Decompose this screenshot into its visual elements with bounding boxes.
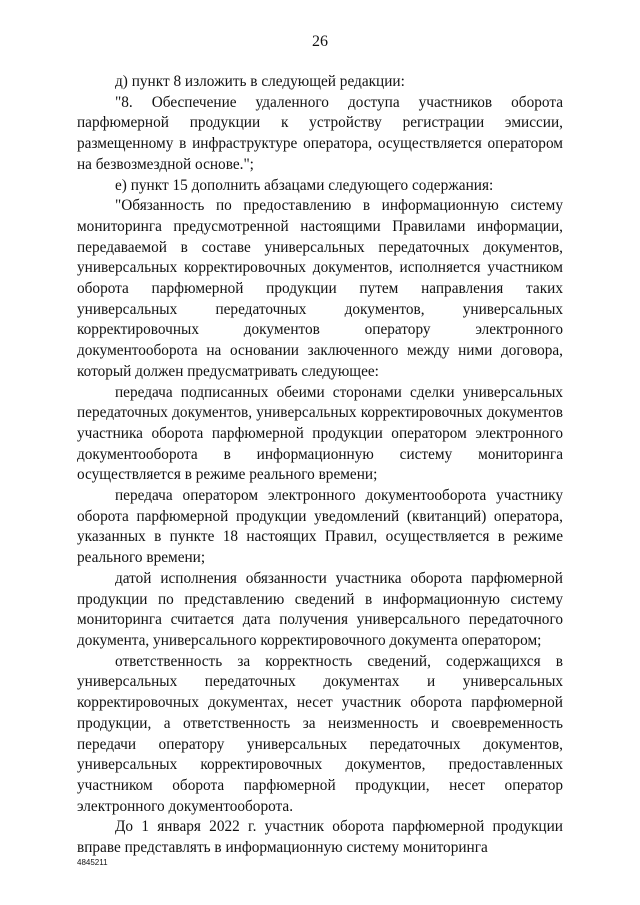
paragraph-transfer-signed: передача подписанных обеими сторонами сделки универсальных передаточных документов, универсальных корректировочных документов участника оборота парфюмерной продукции оператором электронного документооборота в информационную систему мониторинга осуществляется в режиме реального времени;: [77, 383, 563, 484]
document-code: 4845211: [77, 858, 108, 867]
document-body: [77, 72, 563, 859]
paragraph-obligation: "Обязанность по предоставлению в информационную систему мониторинга предусмотренной настоящими Правилами информации, передаваемой в составе универсальных передаточных документов, универсальных корректировочных документов, исполняется участником оборота парфюмерной продукции путем направления таких универсальных передаточных документов, универсальных корректировочных документов оператору электронного документооборота на основании заключенного между ними договора, который должен предусматривать следующее:: [77, 197, 563, 380]
paragraph-date-of-fulfillment: датой исполнения обязанности участника оборота парфюмерной продукции по представлению сведений в информационную систему мониторинга считается дата получения универсального передаточного документа, универсального корректировочного документа оператором;: [77, 569, 563, 649]
paragraph-point-8-text: "8. Обеспечение удаленного доступа участников оборота парфюмерной продукции к устройству регистрации эмиссии, размещенному в инфраструктуре оператора, осуществляется оператором на безвозмездной основе.";: [77, 93, 563, 173]
paragraph-responsibility: ответственность за корректность сведений, содержащихся в универсальных передаточных документах и универсальных корректировочных документах, несет участник оборота парфюмерной продукции, а ответственность за неизменность и своевременность передачи оператору универсальных передаточных документов, универсальных корректировочных документов, предоставленных участником оборота парфюмерной продукции, несет оператор электронного документооборота.: [77, 652, 563, 815]
page-number: 26: [312, 33, 328, 50]
paragraph-item-e: е) пункт 15 дополнить абзацами следующего содержания:: [115, 176, 494, 194]
paragraph-item-d: д) пункт 8 изложить в следующей редакции:: [115, 73, 405, 90]
paragraph-transfer-notices: передача оператором электронного документооборота участнику оборота парфюмерной продукции уведомлений (квитанций) оператора, указанных в пункте 18 настоящих Правил, осуществляется в режиме реального времени;: [77, 487, 563, 567]
paragraph-until-2022: До 1 января 2022 г. участник оборота парфюмерной продукции вправе представлять в информационную систему мониторинга: [77, 818, 563, 857]
